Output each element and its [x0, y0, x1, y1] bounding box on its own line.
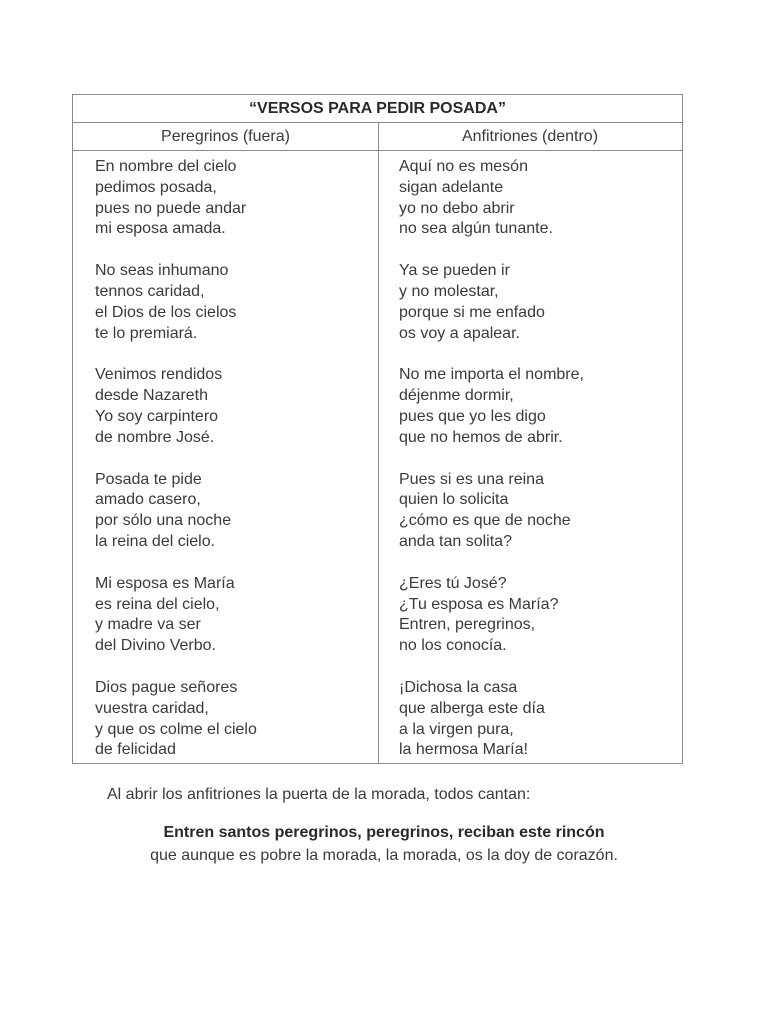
peregrinos-stanza — [95, 678, 257, 761]
peregrinos-stanza — [95, 157, 257, 240]
header-anfitriones: Anfitriones (dentro) — [461, 128, 599, 145]
verse-line: Aquí no es mesón — [399, 158, 528, 175]
column-divider — [378, 123, 379, 763]
verse-line: te lo premiará. — [95, 324, 198, 342]
verse-line: amado casero, — [95, 491, 201, 509]
verse-line: el Dios de los cielos — [95, 303, 237, 321]
verse-line: que alberga este día — [399, 699, 545, 717]
verse-line: del Divino Verbo. — [95, 637, 216, 655]
verse-line: pues que yo les digo — [399, 407, 546, 425]
verse-line: desde Nazareth — [95, 387, 208, 405]
verse-line: a la virgen pura, — [399, 720, 514, 738]
verse-line: de nombre José. — [95, 428, 215, 446]
verse-line: sigan adelante — [399, 178, 504, 196]
verse-line: pues no puede andar — [95, 199, 247, 217]
verse-line: mi esposa amada. — [95, 220, 226, 238]
anfitriones-stanza — [399, 365, 584, 448]
anfitriones-stanza — [399, 574, 584, 657]
verse-line: En nombre del cielo — [95, 158, 237, 175]
verse-line: no sea algún tunante. — [399, 220, 553, 238]
verse-line: No seas inhumano — [95, 262, 229, 280]
stage-direction: Al abrir los anfitriones la puerta de la morada, todos cantan: — [107, 786, 531, 803]
verse-line: la reina del cielo. — [95, 532, 216, 550]
anfitriones-column — [399, 157, 584, 761]
verse-line: tennos caridad, — [95, 282, 205, 300]
verses-table — [72, 94, 683, 764]
anfitriones-stanza — [399, 678, 584, 761]
peregrinos-stanza — [95, 470, 257, 553]
verse-line: quien lo solicita — [399, 491, 509, 509]
verse-line: pedimos posada, — [95, 178, 217, 196]
verse-line: es reina del cielo, — [95, 595, 220, 613]
verse-line: y que os colme el cielo — [95, 720, 257, 738]
verse-line: yo no debo abrir — [399, 199, 515, 217]
verse-line: por sólo una noche — [95, 512, 232, 530]
verse-line: y no molestar, — [399, 282, 499, 300]
verse-line: Entren, peregrinos, — [399, 616, 536, 634]
peregrinos-column — [95, 157, 257, 761]
verse-line: Dios pague señores — [95, 678, 238, 696]
verse-line: Pues si es una reina — [399, 470, 544, 488]
table-title: “VERSOS PARA PEDIR POSADA” — [73, 95, 682, 123]
verse-line: Yo soy carpintero — [95, 407, 219, 425]
refrain-line-2: que aunque es pobre la morada, la morada, os la doy de corazón. — [150, 847, 618, 864]
verse-line: ¡Dichosa la casa — [399, 678, 518, 696]
verse-line: y madre va ser — [95, 616, 201, 634]
header-peregrinos: Peregrinos (fuera) — [161, 128, 290, 145]
verse-line: no los conocía. — [399, 637, 507, 655]
verse-line: que no hemos de abrir. — [399, 428, 563, 446]
anfitriones-stanza — [399, 470, 584, 553]
refrain-line-1: Entren santos peregrinos, peregrinos, reciban este rincón — [163, 824, 605, 841]
verse-line: ¿Eres tú José? — [399, 574, 507, 592]
verse-line: os voy a apalear. — [399, 324, 520, 342]
verse-line: Ya se pueden ir — [399, 262, 510, 280]
verse-line: déjenme dormir, — [399, 387, 514, 405]
verse-line: anda tan solita? — [399, 532, 512, 550]
verse-line: No me importa el nombre, — [399, 366, 584, 384]
anfitriones-stanza — [399, 157, 584, 240]
verse-line: la hermosa María! — [399, 741, 528, 759]
anfitriones-stanza — [399, 261, 584, 344]
peregrinos-stanza — [95, 365, 257, 448]
verse-line: ¿Tu esposa es María? — [399, 595, 559, 613]
verse-line: Venimos rendidos — [95, 366, 223, 384]
peregrinos-stanza — [95, 574, 257, 657]
verse-line: vuestra caridad, — [95, 699, 209, 717]
verse-line: porque si me enfado — [399, 303, 545, 321]
verse-line: Mi esposa es María — [95, 574, 235, 592]
verse-line: de felicidad — [95, 741, 176, 759]
verse-line: Posada te pide — [95, 470, 202, 488]
verse-line: ¿cómo es que de noche — [399, 512, 571, 530]
peregrinos-stanza — [95, 261, 257, 344]
